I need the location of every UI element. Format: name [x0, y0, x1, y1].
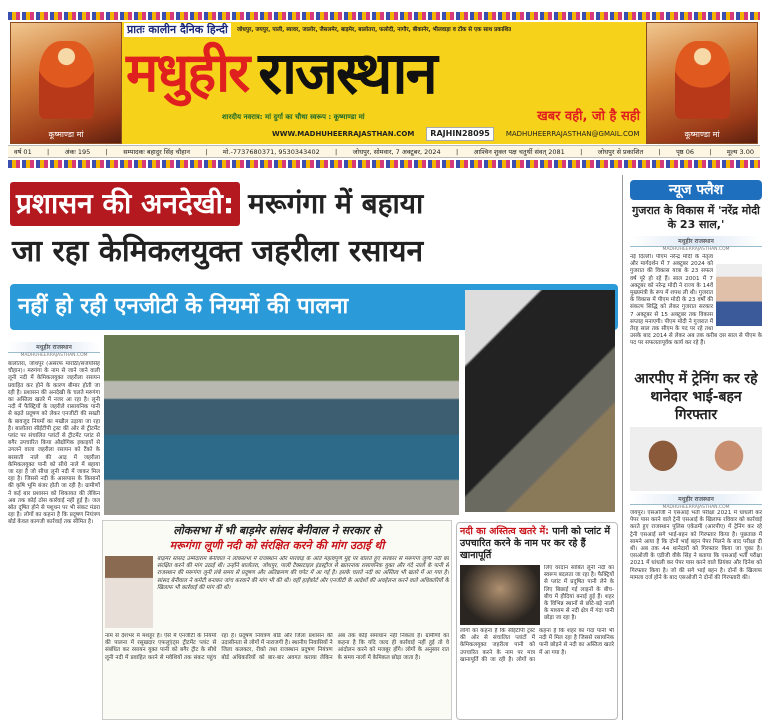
byline-web: MADHUHEERRAJASTHAN.COM	[662, 247, 730, 252]
side-body-bottom: लोगों का कहना है कि सीईटीपी ट्रस्ट की ओर से संचालित प्लांटों में केमिकलयुक्त जहरीला पानी को उपचारित करने के नाम पर मात्र खानापूर्ति की जा रही है। लोगों का कहना है कि शहर का गंदा पानी भी नदी में मिल रहा है जिससे रसायनिक पानी छोड़ने से नदी का अस्तित्व खतरे में आ गया है।	[460, 628, 614, 663]
sub-headline-1: लोकसभा में भी बाड़मेर सांसद बेनीवाल ने सरकार से	[173, 524, 381, 537]
side-headline-1: पानी को प्लांट में	[552, 526, 611, 537]
story2-body: जयपुर। एसओजी ने एसआई भर्ती परीक्षा 2021 में धांधली कर पेपर पास करने वाले ट्रेनी एसआई के खिलाफ रविवार को कार्रवाई करते हुए राजस्थान पुलिस एकेडमी (आरपीए) में ट्रेनिंग कर रहे ट्रेनी एसआई सगे भाई-बहन को गिरफ्तार किया है। पूछताछ में सामने आया है कि दोनों भाई बहन पेपर मिलने के बाद परीक्षा दी थी। अब तक 44 थानेदारों को गिरफ्तार किया जा चुका है। एसओजी के एडीजी वीके सिंह ने बताया कि एसआई भर्ती परीक्षा 2021 में धांधली कर पेपर पास करने वाले प्रियंका और दिनेश को गिरफ्तार किया है। जो की सगे भाई बहन है। दोनों के खिलाफ मामला दर्ज होने के बाद एसओजी ने दोनों की गिरफ्तारी की।	[630, 510, 762, 581]
website-link[interactable]: WWW.MADHUHEERRAJASTHAN.COM	[272, 130, 415, 138]
story1-body	[630, 254, 762, 366]
issue: अंकः 195	[64, 148, 91, 156]
goddess-image-right	[646, 22, 758, 144]
subhead: नहीं हो रही एनजीटी के नियमों की पालना	[18, 294, 349, 319]
photo-drain	[465, 290, 615, 512]
news-flash-title: न्यूज फ्लैश	[630, 180, 762, 200]
title-madhuheer: मधुहीर	[126, 41, 249, 104]
column-divider	[622, 175, 623, 720]
side-kicker: नदी का अस्तित्व खतरे में:	[460, 526, 549, 537]
border-pattern-bottom	[8, 160, 760, 168]
date: जोधपुर, सोमवार, 7 अक्टूबर, 2024	[352, 148, 441, 156]
hindu-date: आश्विन शुक्ल पक्ष चतुर्थी संवत् 2081	[473, 148, 565, 156]
slogan: खबर वही, जो है सही	[537, 109, 640, 124]
tagline: प्रातः कालीन दैनिक हिन्दी	[124, 23, 231, 37]
email-link[interactable]: MADHUHEERRAJASTHAN@GMAIL.COM	[505, 130, 640, 138]
lead-column	[8, 342, 100, 721]
news-flash-sidebar	[630, 180, 762, 720]
byline-web: MADHUHEERRAJASTHAN.COM	[662, 505, 730, 510]
subhead-banner	[10, 284, 460, 330]
headline-kicker: प्रशासन की अनदेखी:	[10, 182, 240, 226]
goddess-caption: कूष्माण्डा मां	[684, 130, 720, 139]
lead-body: बालोतरा, जोधपुर (असरफ मारोठी/संजयसिंह चौहान)। मरुगंगा के नाम से जाने जाने वाली लूनी नदी में केमिकलयुक्त जहरीला रसायन प्रवाहित कर होने के कारण बीमार होती जा रही है। प्रशासन की अनदेखी के चलते मरुगंगा का अस्तित्व खतरे में नजर आ रहा है। लूनी नदी में फैक्ट्रियों के जहरीले रासायनिक पानी से बढ़ते प्रदूषण को लेकर एनजीटी की सख्ती के बावजूद नियमों का मखौल उड़ाया जा रहा है। बालोतरा सीईटीपी ट्रस्ट की ओर से ट्रीटमेंट प्लांट पर संचालित प्लांटों से ट्रीटमेंट प्लांट से बगैर उपचारित किया औद्योगिक इकाइयों से उगलने वाला जहरीला रसायन को टैंको के बरसाती नाले की आड़ में जहरीला केमिकलयुक्त पानी को सीधे नाले में बहाया जा रहा है जो सीधा लूनी नदी में जाकर मिल रहा है। जिससे नदी के आसपास के किसानों की कृषि भूमि बंजर होती जा रही है। ग्रामीणों ने कई बार प्रशासन को शिकायत की लेकिन अब तक कोई ठोस कार्रवाई नहीं हुई है। जल स्रोत दूषित होने से पशुधन पर भी संकट मंडरा रहा है। लोगों का कहना है कि प्रदूषण नियंत्रण बोर्ड केवल कागजी कार्रवाई तक सीमित है।	[8, 361, 100, 526]
photo-plant	[460, 565, 540, 625]
photo-modi	[716, 264, 762, 326]
published-from: जोधपुर से प्रकाशित	[597, 148, 644, 156]
side-body-right: लिए वरदान साबित लूनी नदी का स्वरूप बदलता जा रहा है। फैक्ट्रियों से प्लांट में प्रदूषित पानी लेने के लिए बिछाई गई लाइनों के बीच-बीच में हौदियां बनाई हुई हैं। शहर के विभिन्न स्थानों से छोटे-बड़े नालों के माध्यम से नदी क्षेत्र में गंदा पानी छोड़ा जा रहा है।	[544, 565, 614, 622]
story1-text: नई दिल्ली। पीएम नरेन्द्र मोदी के नेतृत्व और मार्गदर्शन में 7 अक्टूबर 2024 को गुजरात की विकास यात्रा के 23 सफल वर्ष पूरे हो रहे हैं। साल 2001 में 7 अक्टूबर को नरेन्द्र मोदी ने राज्य के 14वें मुख्यमंत्री के रूप में शपथ ली थी। गुजरात के विकास में पीएम मोदी के 23 वर्षों की संकल्प सिद्धि को लेकर गुजरात सरकार 7 अक्टूबर से 15 अक्टूबर तक विकास सप्ताह मनाएगी। पीएम मोदी ने गुजरात में तेरह साल तक सीएम के पद पर रहे तथा उसके बाद 2014 से लेकर अब तक करीब दस साल से पीएम के पद पर सफलतापूर्वक कार्य कर रहे हैं।	[630, 254, 762, 347]
price: मूल्य 3.00	[726, 148, 754, 156]
byline-web: MADHUHEERRAJASTHAN.COM	[20, 353, 88, 358]
headline-line2: जा रहा केमिकलयुक्त जहरीला रसायन	[12, 234, 424, 269]
title-rajasthan: राजस्थान	[258, 39, 436, 107]
goddess-caption: कूष्माण्डा मां	[48, 130, 84, 139]
registration-number: RAJHIN28095	[426, 127, 494, 141]
side-story	[456, 522, 618, 720]
sub-headline-2: मरूगंगा लूणी नदी को संरक्षित करने की मांग उठाई थी	[169, 539, 385, 552]
sub-body-bottom: नाम से देशभर में मशहूर है। ऐसे में एनजीटी के नियमों की पालना में रसूखदार एफलुएंट्स ट्रीटमेंट प्लांट से संबंधित कर रसायन युक्त पानी को बगैर ट्रीट के सीधे लूनी नदी में प्रवाहित करने से मवेशियों तक संकट पहुंच रहा है। प्रदूषण नियंत्रण बोर्ड और जिला प्रशासन की उदासीनता से लोगों में नाराजगी है। स्थानीय निवासियों ने जिला कलक्टर, रीको तथा राजस्थान प्रदूषण नियंत्रण बोर्ड अधिकारियों को बार-बार अवगत कराया लेकिन अब तक कोई समाधान नहीं निकला है। ग्रामीणों का कहना है कि यदि जल्द ही कार्रवाई नहीं हुई तो वे आंदोलन करने को मजबूर होंगे। लोगों के अनुसार रात के समय नालों में केमिकल छोड़ा जाता है।	[105, 633, 449, 661]
byline: मधुहीर राजस्थान	[8, 342, 100, 353]
navratri-line: शारदीय नवरात्र: मां दुर्गा का चौथा स्वरूप : कूष्माण्डा मां	[222, 112, 365, 121]
editor: सम्पादकः बहादुर सिंह चौहान	[123, 148, 191, 156]
byline: मधुहीर राजस्थान	[630, 494, 762, 505]
photo-accused	[630, 427, 762, 491]
masthead	[122, 22, 646, 144]
border-pattern-top	[8, 12, 760, 20]
phone: मो.-7737680371, 9530343402	[222, 148, 320, 156]
info-strip: वर्ष 01 | अंकः 195 | सम्पादकः बहादुर सिंह चौहान | मो.-7737680371, 9530343402 | जोधपुर, सोमवार, 7 अक्टूबर, 2024 | आश्विन शुक्ल पक्ष चतुर्थी संवत् 2081 | जोधपुर से प्रकाशित | पृष्ठ 06 | मूल्य 3.00	[8, 145, 760, 158]
byline: मधुहीर राजस्थान	[630, 236, 762, 247]
side-headline-2: उपचारित करने के नाम पर कर रहे हैं खानापूर्ति	[460, 538, 586, 561]
volume: वर्ष 01	[14, 148, 32, 156]
pages: पृष्ठ 06	[676, 148, 694, 156]
lead-headline	[10, 180, 618, 280]
sub-story	[102, 520, 452, 720]
goddess-image-left	[10, 22, 122, 144]
photo-mp	[105, 556, 153, 628]
publishing-cities: जोधपुर, जयपुर, पाली, ब्यावर, जालोर, जैसलमेर, बाड़मेर, बालोतरा, फलोदी, नागौर, बीकानेर, भीलवाड़ा व टोंक से एक साथ प्रकाशित	[236, 27, 512, 33]
sub-body-top: बाड़मेर सांसद उम्मेदाराम बेनीवाल ने लोकसभा में राजस्थान और मारवाड़ के अति महत्वपूर्ण मुद्दे पर बोलते हुए सरकार से मरूगंगा लूणी नदी को संरक्षित करने की मांग उठाई थी। उन्होंने बालोतरा, जोधपुर, पाली टैक्सटाइल इंडस्ट्रीज से खतरनाक रासायनिक युक्त और गंदे नालों के पानी से राजस्थान की मरूगंगा लूनी लंबे समय से प्रदूषण और अतिक्रमण की चपेट में आ गई है। इसके चलते नदी का अस्तित्व भी खतरे में आ गया है। सांसद बेनीवाल ने कमेटी बनाकर जांच करवाने की मांग भी की थी। वहीं हाईकोर्ट और एनजीटी के आदेशों की अवहेलना करने वाले अधिकारियों के खिलाफ भी कार्रवाई की मांग की थी।	[157, 556, 449, 591]
story1-headline: गुजरात के विकास में 'नरेंद्र मोदी के 23 साल,'	[632, 204, 760, 231]
photo-river-channel	[104, 335, 459, 515]
story2-headline: आरपीए में ट्रेनिंग कर रहे थानेदार भाई-बहन गिरफ्तार	[634, 371, 758, 423]
headline-line1: मरूगंगा में बहाया	[248, 187, 424, 220]
